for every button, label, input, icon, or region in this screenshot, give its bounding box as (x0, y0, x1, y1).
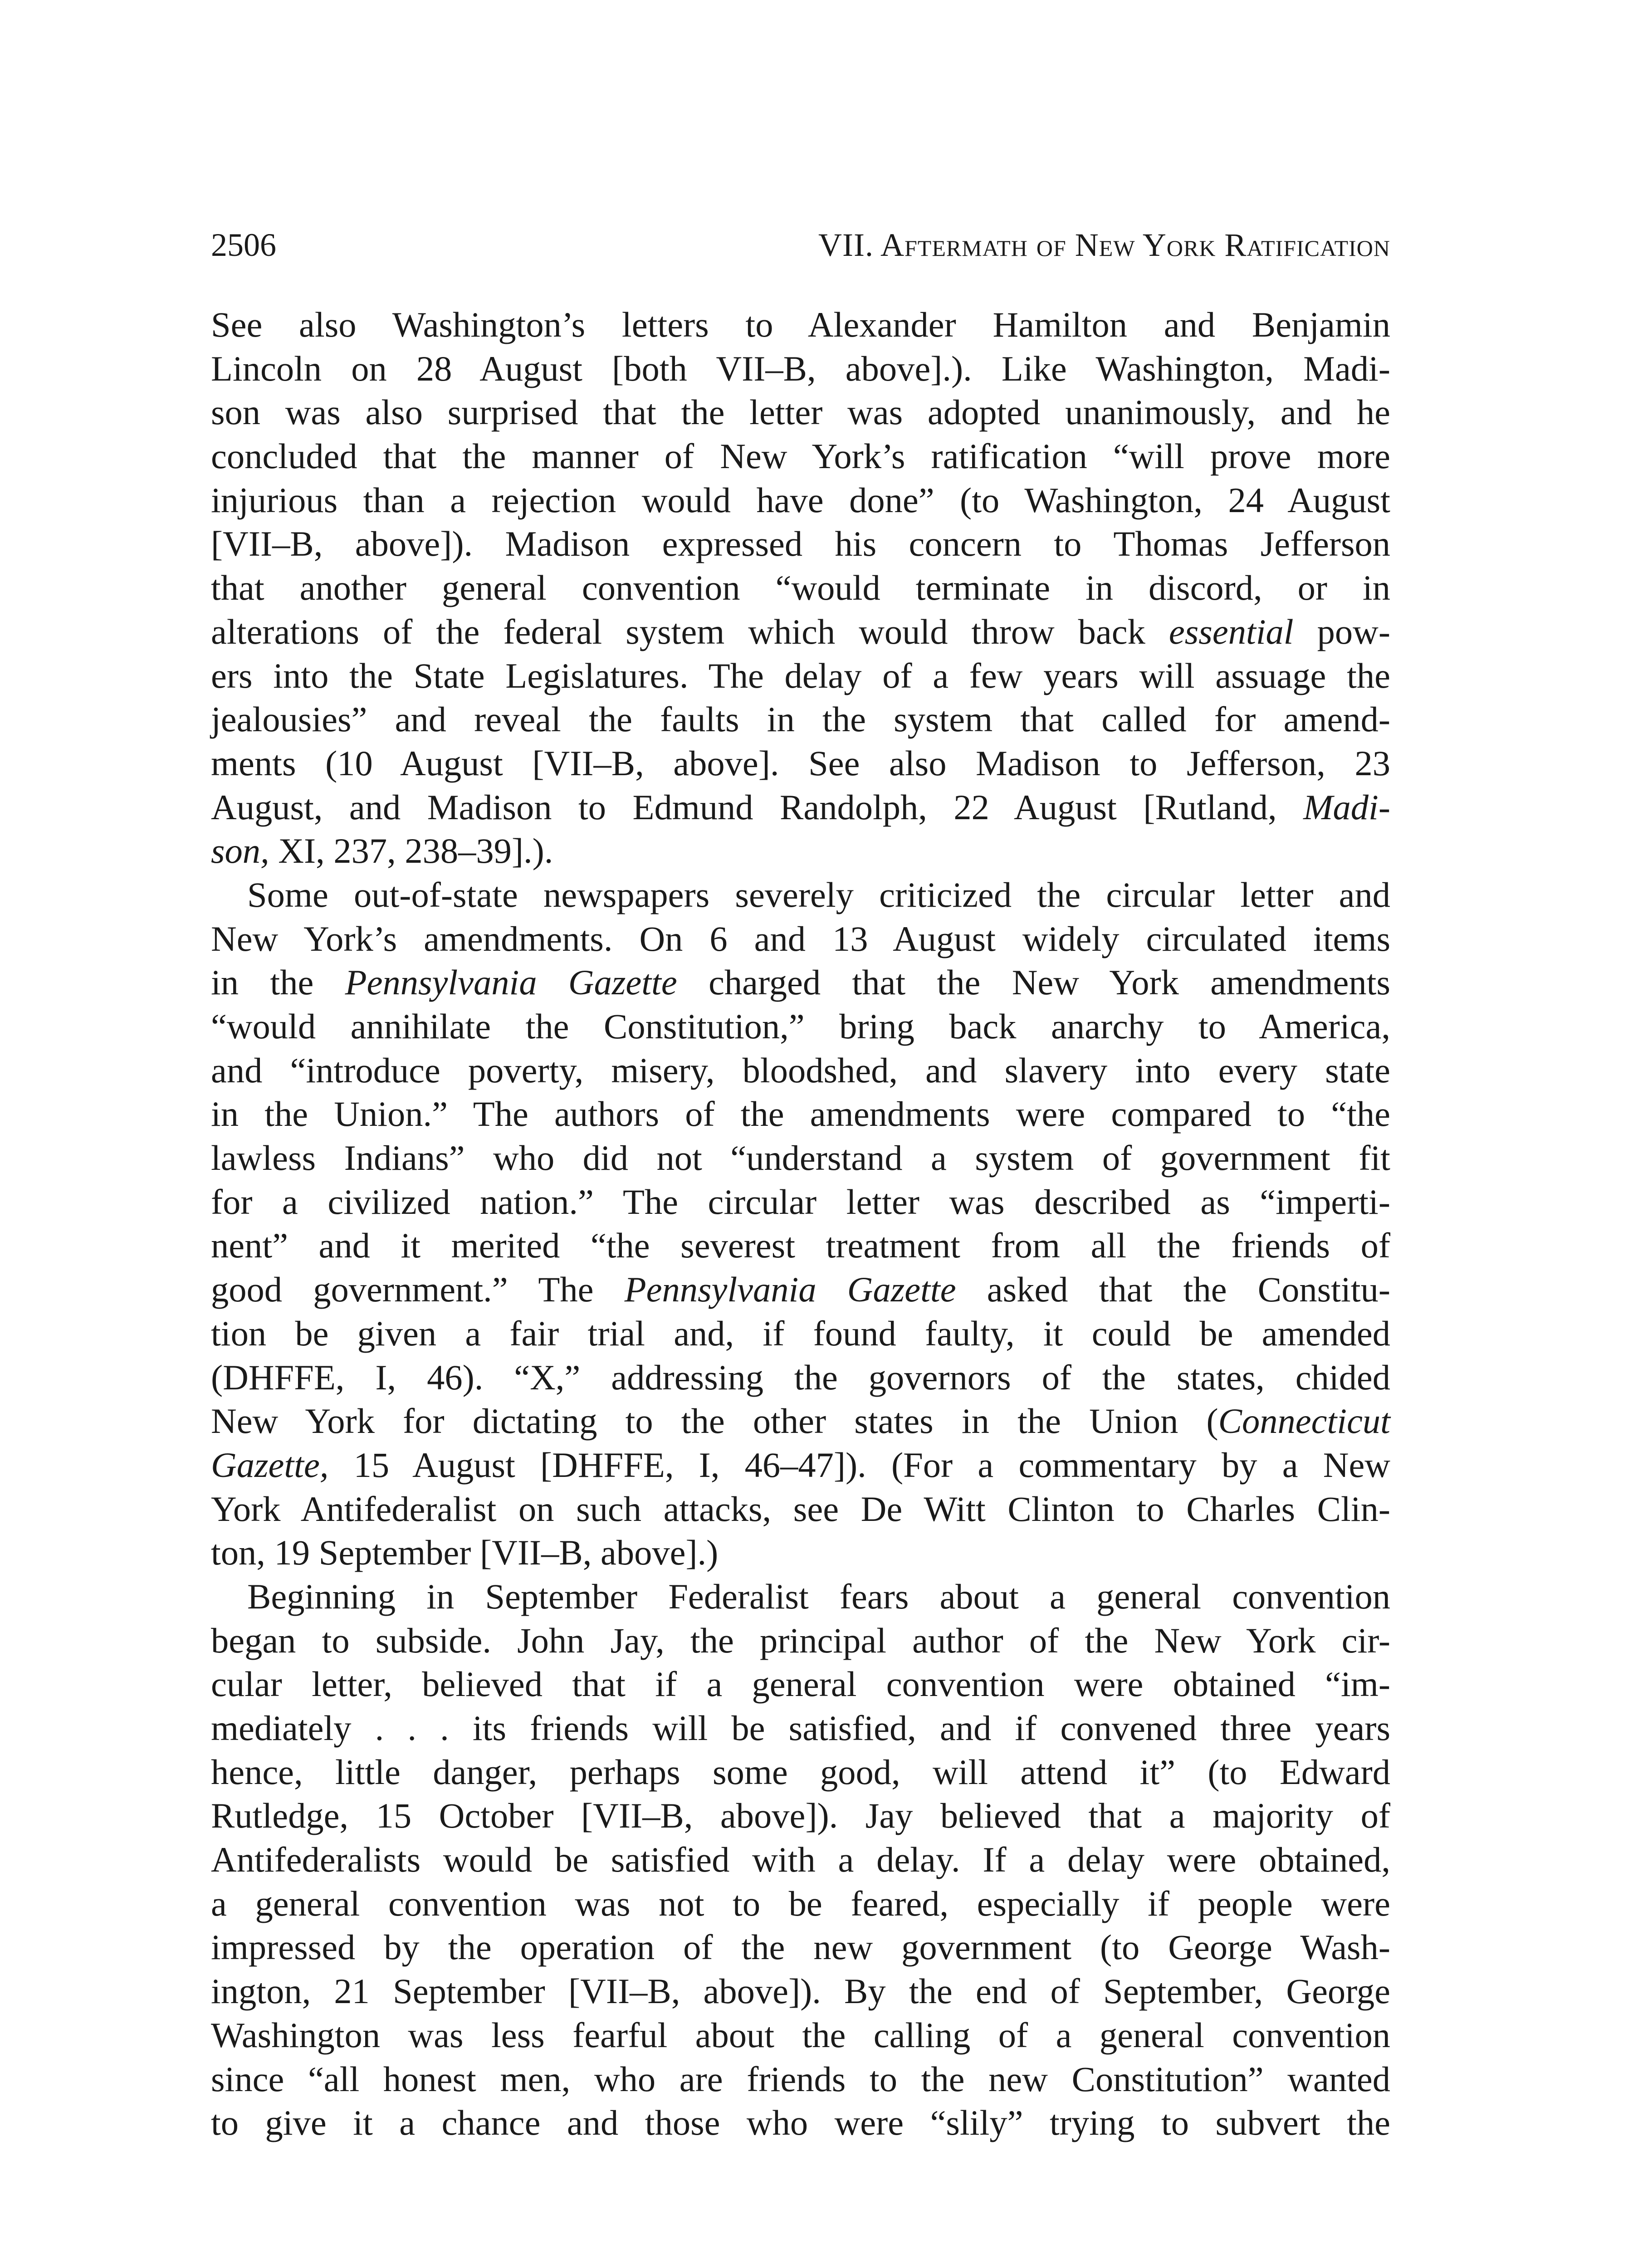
text-line: Lincoln on 28 August [both VII–B, above].). Like Washington, Madi- (211, 348, 1390, 388)
text-line: ington, 21 September [VII–B, above]). By the end of September, George (211, 1971, 1390, 2011)
text-line: impressed by the operation of the new government (to George Wash- (211, 1927, 1390, 1967)
body-text (211, 303, 1390, 2145)
text-line: for a civilized nation.” The circular letter was described as “imperti- (211, 1182, 1390, 1222)
text-line: tion be given a fair trial and, if found faulty, it could be amended (211, 1313, 1390, 1353)
text-line: mediately . . . its friends will be satisfied, and if convened three years (211, 1708, 1390, 1748)
text-line: August, and Madison to Edmund Randolph, 22 August [Rutland, Madi- (211, 787, 1390, 827)
text-line: good government.” The Pennsylvania Gazette asked that the Constitu- (211, 1270, 1390, 1310)
text-line: ton, 19 September [VII–B, above].) (211, 1533, 719, 1573)
page-number: 2506 (211, 227, 276, 263)
text-line: son was also surprised that the letter was adopted unanimously, and he (211, 392, 1390, 432)
text-line: nent” and it merited “the severest treatment from all the friends of (211, 1226, 1390, 1266)
text-line: New York for dictating to the other states in the Union (Connecticut (211, 1401, 1390, 1441)
text-line: concluded that the manner of New York’s ratification “will prove more (211, 436, 1390, 476)
text-line: ments (10 August [VII–B, above]. See also Madison to Jefferson, 23 (211, 743, 1390, 783)
text-line: Washington was less fearful about the calling of a general convention (211, 2015, 1390, 2055)
text-line: Some out-of-state newspapers severely criticized the circular letter and (247, 875, 1390, 914)
text-line: in the Pennsylvania Gazette charged that the New York amendments (211, 963, 1390, 1002)
text-line: New York’s amendments. On 6 and 13 August widely circulated items (211, 919, 1390, 958)
text-line: (DHFFE, I, 46). “X,” addressing the governors of the states, chided (211, 1357, 1390, 1397)
section-title: VII. Aftermath of New York Ratification (818, 227, 1390, 263)
text-line: lawless Indians” who did not “understand a system of government fit (211, 1138, 1390, 1178)
text-line: Gazette, 15 August [DHFFE, I, 46–47]). (For a commentary by a New (211, 1445, 1390, 1485)
text-line: Antifederalists would be satisfied with a delay. If a delay were obtained, (211, 1840, 1390, 1880)
text-line: to give it a chance and those who were “slily” trying to subvert the (211, 2103, 1390, 2143)
paragraph (211, 873, 1390, 1575)
text-line: since “all honest men, who are friends to the new Constitution” wanted (211, 2059, 1390, 2099)
text-line: “would annihilate the Constitution,” bring back anarchy to America, (211, 1007, 1390, 1046)
text-line: jealousies” and reveal the faults in the system that called for amend- (211, 699, 1390, 739)
text-line: that another general convention “would terminate in discord, or in (211, 568, 1390, 608)
text-line: a general convention was not to be feared, especially if people were (211, 1883, 1390, 1923)
text-line: alterations of the federal system which would throw back essential pow- (211, 611, 1390, 651)
text-line: [VII–B, above]). Madison expressed his concern to Thomas Jefferson (211, 524, 1390, 564)
paragraph (211, 1575, 1390, 2145)
text-line: cular letter, believed that if a general convention were obtained “im- (211, 1664, 1390, 1704)
text-line: son, XI, 237, 238–39].). (211, 831, 553, 871)
text-line: injurious than a rejection would have done” (to Washington, 24 August (211, 480, 1390, 520)
running-head (211, 222, 1390, 268)
text-line: See also Washington’s letters to Alexander Hamilton and Benjamin (211, 305, 1390, 344)
text-line: York Antifederalist on such attacks, see De Witt Clinton to Charles Clin- (211, 1489, 1390, 1529)
text-line: hence, little danger, perhaps some good, will attend it” (to Edward (211, 1752, 1390, 1792)
text-line: Rutledge, 15 October [VII–B, above]). Jay believed that a majority of (211, 1796, 1390, 1836)
text-line: Beginning in September Federalist fears about a general convention (247, 1576, 1390, 1616)
paragraph (211, 303, 1390, 873)
text-line: ers into the State Legislatures. The delay of a few years will assuage the (211, 655, 1390, 695)
text-line: and “introduce poverty, misery, bloodshed, and slavery into every state (211, 1050, 1390, 1090)
text-line: in the Union.” The authors of the amendments were compared to “the (211, 1094, 1390, 1134)
text-line: began to subside. John Jay, the principal author of the New York cir- (211, 1620, 1390, 1660)
